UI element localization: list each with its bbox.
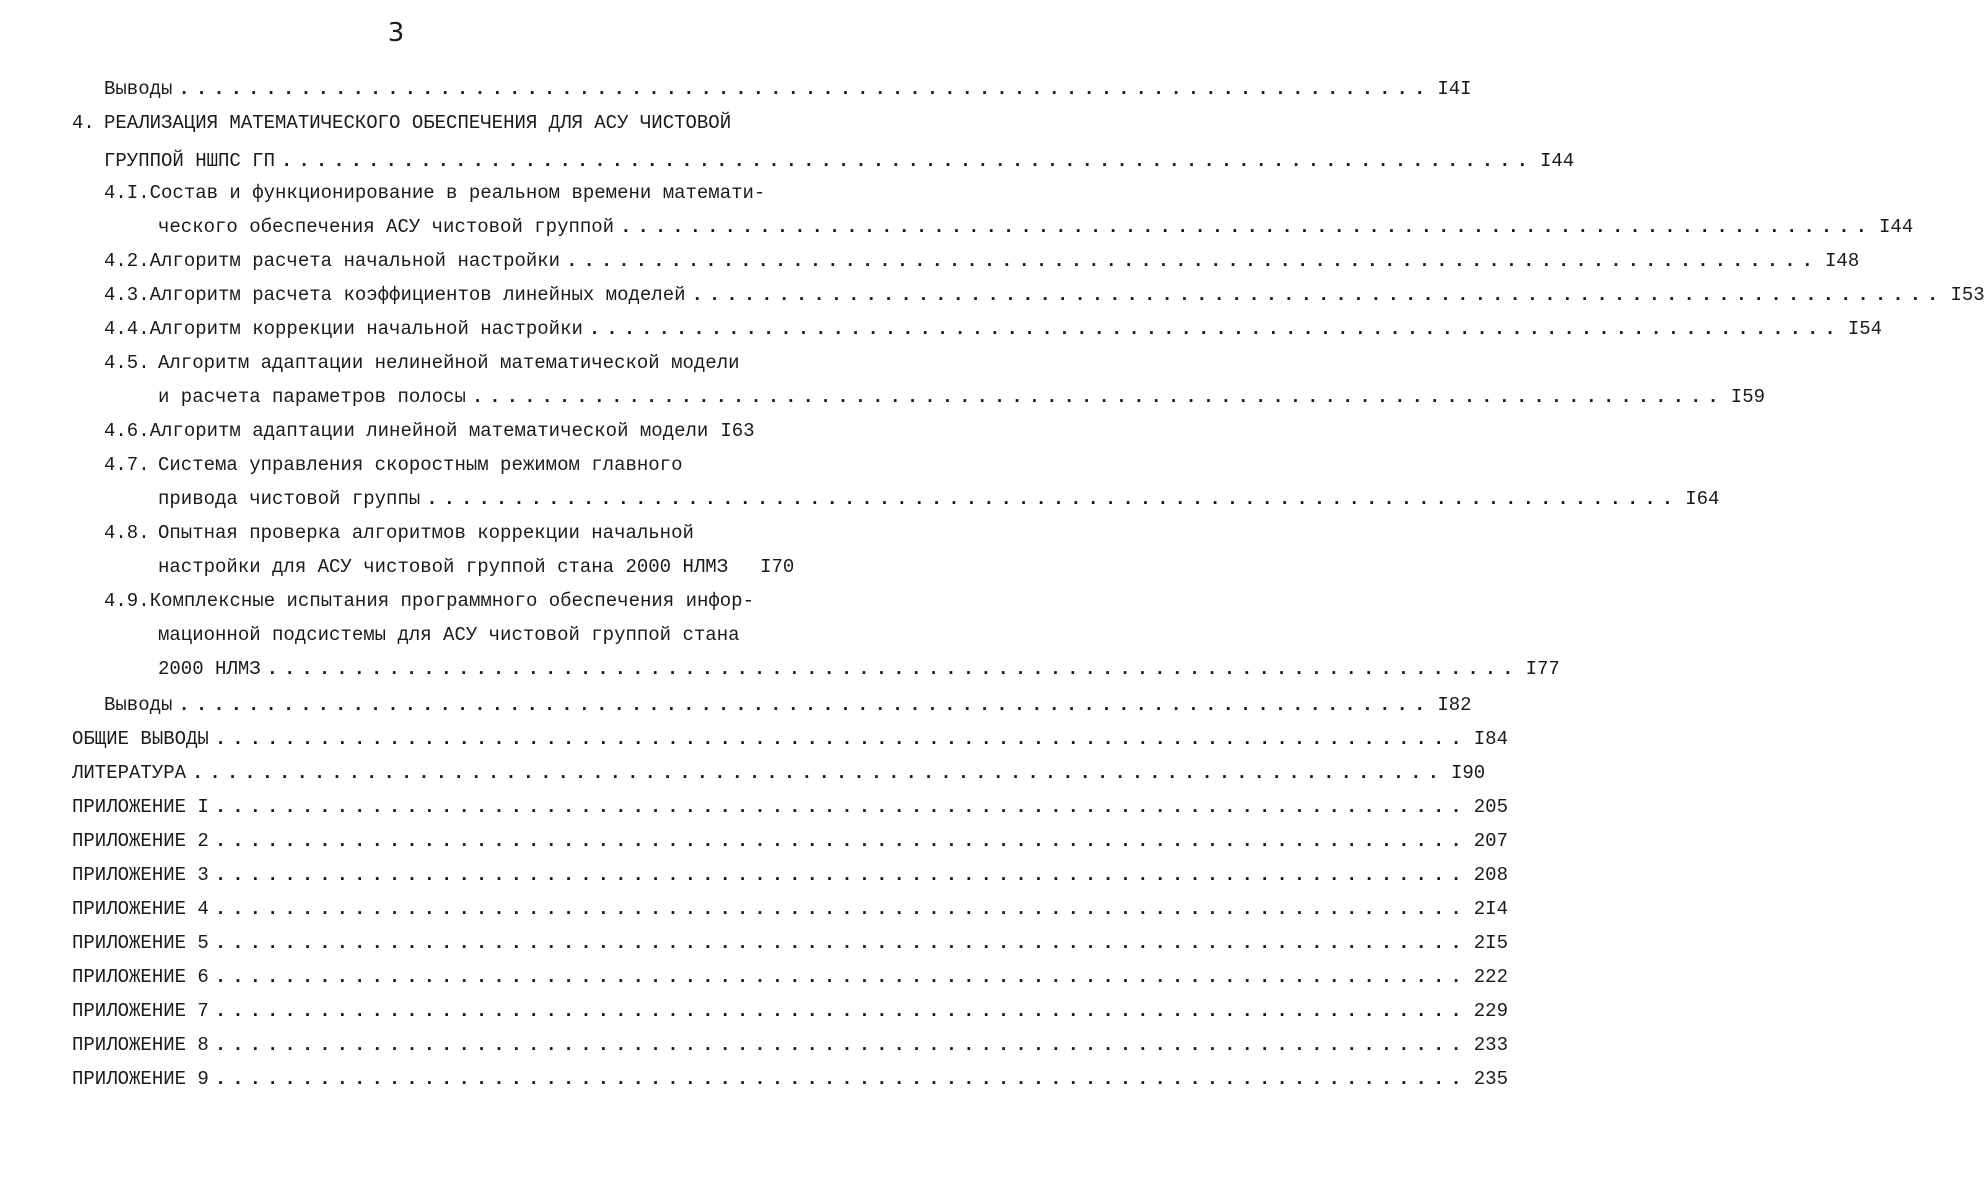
toc-section-4-6[interactable] <box>104 416 754 446</box>
toc-section-title-line1: Комплексные испытания программного обеспечения инфор- <box>149 590 754 612</box>
leader-dots: ........................................................................ <box>691 284 1945 306</box>
toc-page-number: 208 <box>1473 864 1508 886</box>
toc-section-4-1[interactable] <box>104 178 766 208</box>
toc-entry-appendix-5[interactable] <box>72 928 1508 958</box>
toc-page-number: I63 <box>720 420 755 442</box>
toc-section-4-7[interactable] <box>104 450 754 480</box>
toc-section-number: 4.5. <box>104 352 150 374</box>
leader-dots: ........................................................................ <box>266 658 1520 680</box>
leader-dots: ........................................................................ <box>178 78 1432 100</box>
toc-section-title-line1: Состав и функционирование в реальном времени математи- <box>149 182 766 204</box>
toc-page-number: I70 <box>760 556 795 578</box>
toc-chapter-number: 4. <box>72 112 95 134</box>
toc-page-number: 2I4 <box>1473 898 1508 920</box>
toc-entry-appendix-1[interactable] <box>72 792 1508 822</box>
toc-section-title-line1: Алгоритм адаптации нелинейной математической модели <box>158 352 740 374</box>
toc-entry-title: ПРИЛОЖЕНИЕ 3 <box>72 864 209 886</box>
toc-chapter-title-line1: РЕАЛИЗАЦИЯ МАТЕМАТИЧЕСКОГО ОБЕСПЕЧЕНИЯ ДЛЯ АСУ ЧИСТОВОЙ <box>104 112 732 134</box>
toc-section-4-5-cont[interactable] <box>158 382 1766 412</box>
toc-chapter-4[interactable] <box>72 108 762 138</box>
toc-section-4-8[interactable] <box>104 518 754 548</box>
toc-entry-appendix-3[interactable] <box>72 860 1508 890</box>
toc-section-number: 4.4. <box>104 318 150 340</box>
toc-page-number: I44 <box>1879 216 1914 238</box>
toc-page-number: 235 <box>1473 1068 1508 1090</box>
toc-entry-appendix-6[interactable] <box>72 962 1508 992</box>
toc-entry-title: ПРИЛОЖЕНИЕ 6 <box>72 966 209 988</box>
toc-page-number: 233 <box>1473 1034 1508 1056</box>
toc-entry-title: ЛИТЕРАТУРА <box>72 762 187 784</box>
leader-dots: ........................................................................ <box>178 694 1432 716</box>
toc-entry-title: ПРИЛОЖЕНИЕ 5 <box>72 932 209 954</box>
toc-page-number: I64 <box>1685 488 1720 510</box>
toc-section-4-9[interactable] <box>104 586 754 616</box>
toc-page-number: I59 <box>1730 386 1766 408</box>
toc-page-number: I54 <box>1847 318 1883 340</box>
toc-page-number: I77 <box>1525 658 1560 680</box>
leader-dots: ........................................................................ <box>426 488 1680 510</box>
leader-dots: ........................................................................ <box>214 796 1468 818</box>
toc-entry-appendix-4[interactable] <box>72 894 1508 924</box>
toc-page-number: I84 <box>1473 728 1508 750</box>
leader-dots: ........................................................................ <box>214 864 1468 886</box>
leader-dots: ........................................................................ <box>214 898 1468 920</box>
toc-page-number: I48 <box>1825 250 1860 272</box>
toc-section-title-line2: привода чистовой группы <box>158 488 421 510</box>
toc-chapter-title-line2: ГРУППОЙ НШПС ГП <box>104 150 276 172</box>
toc-section-4-8-cont[interactable] <box>158 552 795 582</box>
toc-entry-title: ОБЩИЕ ВЫВОДЫ <box>72 728 209 750</box>
toc-entry-title: Выводы <box>104 694 173 716</box>
toc-section-title: Алгоритм коррекции начальной настройки <box>149 318 583 340</box>
toc-page-number: 207 <box>1473 830 1508 852</box>
leader-dots: ........................................................................ <box>214 728 1468 750</box>
toc-entry-general-conclusions[interactable] <box>72 724 1508 754</box>
toc-entry-appendix-2[interactable] <box>72 826 1508 856</box>
toc-entry-conclusions-ch3[interactable] <box>104 74 1472 104</box>
toc-section-number: 4.I. <box>104 182 150 204</box>
leader-dots: ........................................................................ <box>471 386 1725 408</box>
toc-page-number: 2I5 <box>1473 932 1508 954</box>
toc-entry-appendix-8[interactable] <box>72 1030 1508 1060</box>
toc-section-title-line2: мационной подсистемы для АСУ чистовой группой стана <box>158 624 740 646</box>
toc-page-number: 205 <box>1473 796 1508 818</box>
leader-dots: ........................................................................ <box>214 932 1468 954</box>
toc-section-title-line2: и расчета параметров полосы <box>158 386 466 408</box>
toc-section-4-2[interactable] <box>104 246 1860 276</box>
toc-section-number: 4.6. <box>104 420 150 442</box>
toc-page-number: I53 <box>1950 284 1985 306</box>
toc-page-number: I90 <box>1450 762 1486 784</box>
toc-entry-title: ПРИЛОЖЕНИЕ 7 <box>72 1000 209 1022</box>
toc-entry-title: ПРИЛОЖЕНИЕ 9 <box>72 1068 209 1090</box>
toc-section-number: 4.7. <box>104 454 150 476</box>
toc-page-number: I82 <box>1437 694 1472 716</box>
toc-entry-appendix-7[interactable] <box>72 996 1508 1026</box>
toc-chapter-4-cont[interactable] <box>104 146 1575 176</box>
toc-section-4-9-cont[interactable] <box>158 620 754 650</box>
toc-section-4-7-cont[interactable] <box>158 484 1720 514</box>
toc-entry-title: ПРИЛОЖЕНИЕ 8 <box>72 1034 209 1056</box>
toc-entry-appendix-9[interactable] <box>72 1064 1508 1094</box>
leader-dots: ........................................................................ <box>214 966 1468 988</box>
toc-section-4-9-cont2[interactable] <box>158 654 1560 684</box>
leader-dots: ........................................................................ <box>588 318 1842 340</box>
leader-dots: ........................................................................ <box>214 1000 1468 1022</box>
leader-dots: ........................................................................ <box>214 1068 1468 1090</box>
toc-section-4-5[interactable] <box>104 348 754 378</box>
toc-section-title: Алгоритм расчета коэффициентов линейных моделей <box>149 284 686 306</box>
leader-dots: ........................................................................ <box>281 150 1534 172</box>
leader-dots: ........................................................................ <box>566 250 1820 272</box>
toc-entry-title: Выводы <box>104 78 173 100</box>
toc-page-number: 222 <box>1473 966 1508 988</box>
leader-dots: ........................................................................ <box>620 216 1874 238</box>
leader-dots: ........................................................................ <box>192 762 1445 784</box>
toc-section-title-line1: Система управления скоростным режимом главного <box>158 454 683 476</box>
toc-section-number: 4.9. <box>104 590 150 612</box>
toc-page-number: 229 <box>1473 1000 1508 1022</box>
toc-entry-literature[interactable] <box>72 758 1486 788</box>
toc-entry-conclusions-ch4[interactable] <box>104 690 1472 720</box>
toc-entry-title: ПРИЛОЖЕНИЕ 4 <box>72 898 209 920</box>
page-number: 3 <box>387 18 405 48</box>
toc-page-number: I4I <box>1437 78 1472 100</box>
toc-entry-title: ПРИЛОЖЕНИЕ I <box>72 796 209 818</box>
toc-section-title-line1: Опытная проверка алгоритмов коррекции начальной <box>158 522 694 544</box>
toc-entry-title: ПРИЛОЖЕНИЕ 2 <box>72 830 209 852</box>
toc-section-number: 4.8. <box>104 522 150 544</box>
leader-dots: ........................................................................ <box>214 1034 1468 1056</box>
toc-section-title-line2: ческого обеспечения АСУ чистовой группой <box>158 216 615 238</box>
toc-section-4-3[interactable] <box>104 280 1985 310</box>
toc-section-4-4[interactable] <box>104 314 1883 344</box>
toc-section-title-line3: 2000 НЛМЗ <box>158 658 261 680</box>
toc-section-4-1-cont[interactable] <box>158 212 1914 242</box>
toc-page-number: I44 <box>1539 150 1575 172</box>
toc-section-title: Алгоритм расчета начальной настройки <box>149 250 561 272</box>
leader-dots: ........................................................................ <box>214 830 1468 852</box>
toc-section-title-line2: настройки для АСУ чистовой группой стана 2000 НЛМЗ <box>158 556 729 578</box>
toc-section-number: 4.3. <box>104 284 150 306</box>
toc-section-title: Алгоритм адаптации линейной математической модели <box>149 420 709 442</box>
toc-section-number: 4.2. <box>104 250 150 272</box>
